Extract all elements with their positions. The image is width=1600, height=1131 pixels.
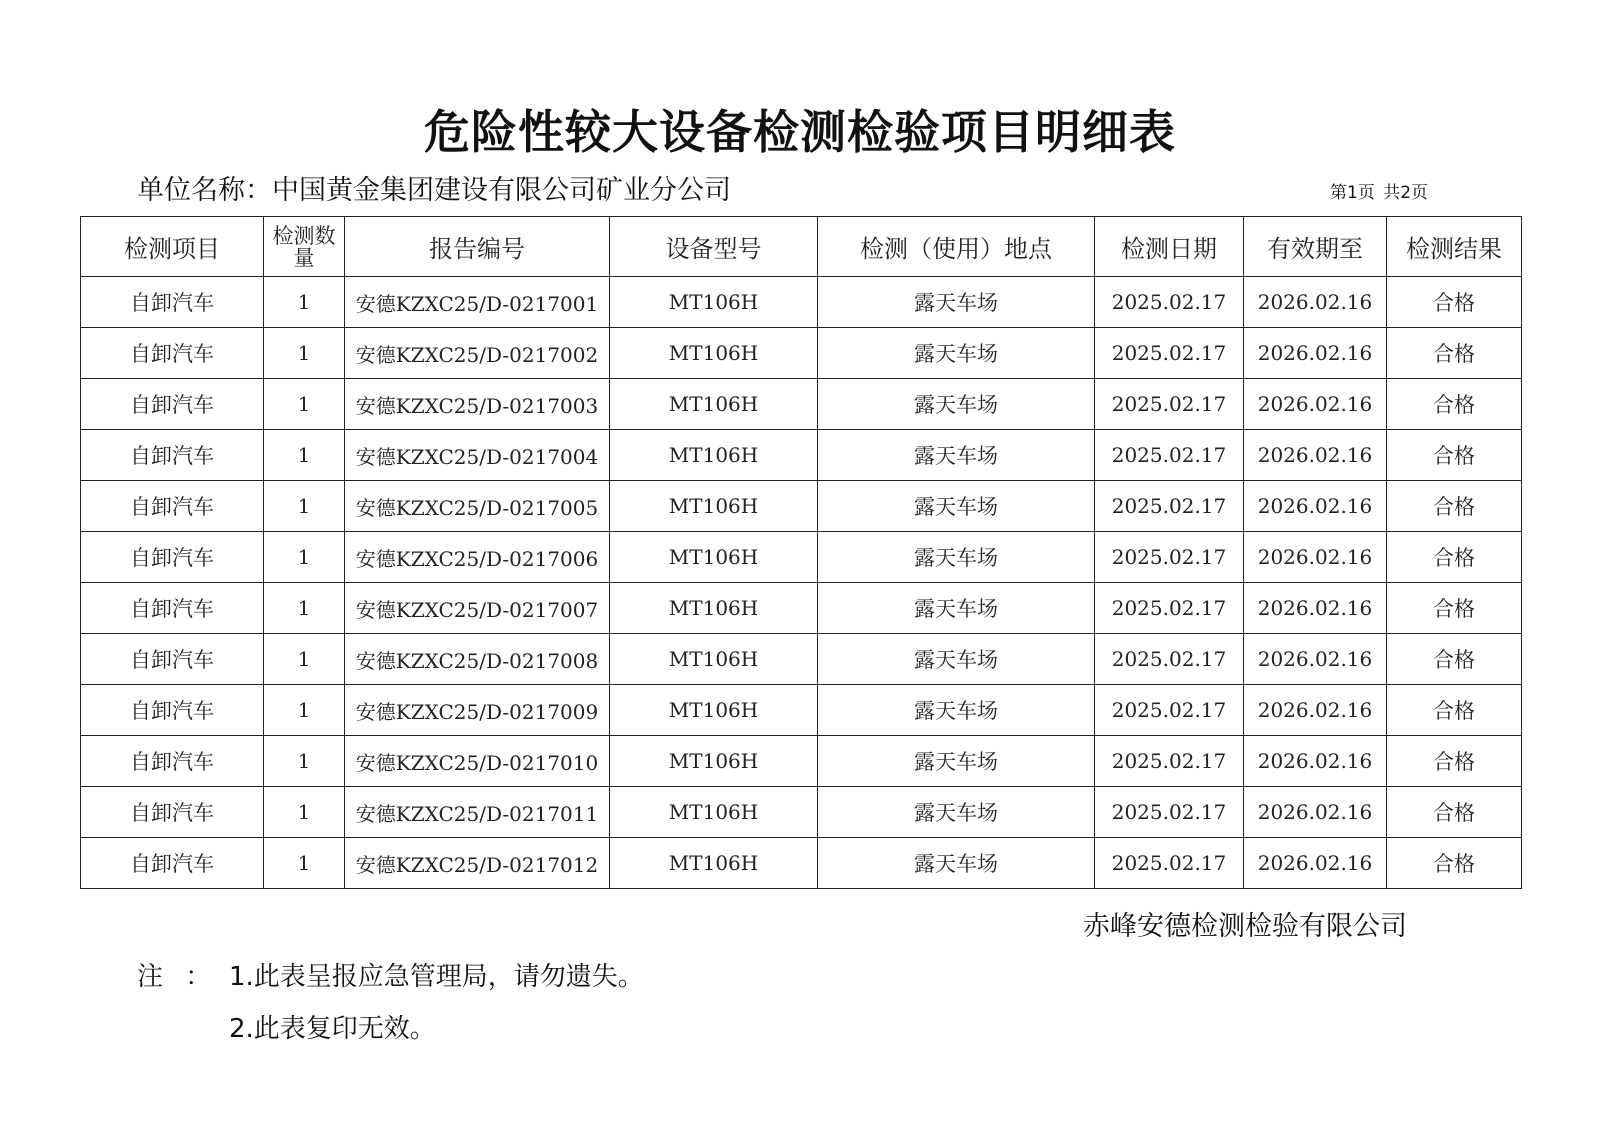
- cell-item: 自卸汽车: [81, 532, 264, 583]
- header-quantity: 检测数量: [264, 217, 345, 277]
- cell-valid-until: 2026.02.16: [1244, 838, 1387, 889]
- table-row: [81, 634, 1522, 685]
- cell-model: MT106H: [610, 481, 818, 532]
- cell-item: 自卸汽车: [81, 379, 264, 430]
- cell-valid-until: 2026.02.16: [1244, 787, 1387, 838]
- cell-location: 露天车场: [818, 736, 1095, 787]
- cell-model: MT106H: [610, 430, 818, 481]
- cell-model: MT106H: [610, 583, 818, 634]
- cell-item: 自卸汽车: [81, 685, 264, 736]
- cell-report-no: 安德KZXC25/D-0217004: [345, 430, 610, 481]
- note-item-1: 1.此表呈报应急管理局，请勿遗失。: [229, 962, 644, 992]
- cell-valid-until: 2026.02.16: [1244, 532, 1387, 583]
- cell-location: 露天车场: [818, 685, 1095, 736]
- cell-report-no: 安德KZXC25/D-0217005: [345, 481, 610, 532]
- cell-result: 合格: [1387, 481, 1522, 532]
- table-row: [81, 532, 1522, 583]
- cell-test-date: 2025.02.17: [1095, 685, 1244, 736]
- cell-report-no: 安德KZXC25/D-0217011: [345, 787, 610, 838]
- cell-test-date: 2025.02.17: [1095, 838, 1244, 889]
- cell-location: 露天车场: [818, 532, 1095, 583]
- header-test-date: 检测日期: [1095, 217, 1244, 277]
- inspection-table: [80, 216, 1522, 889]
- cell-quantity: 1: [264, 634, 345, 685]
- cell-report-no: 安德KZXC25/D-0217010: [345, 736, 610, 787]
- cell-valid-until: 2026.02.16: [1244, 328, 1387, 379]
- cell-report-no: 安德KZXC25/D-0217008: [345, 634, 610, 685]
- cell-quantity: 1: [264, 736, 345, 787]
- table-row: [81, 277, 1522, 328]
- cell-result: 合格: [1387, 634, 1522, 685]
- table-row: [81, 379, 1522, 430]
- table-row: [81, 787, 1522, 838]
- cell-model: MT106H: [610, 532, 818, 583]
- cell-item: 自卸汽车: [81, 736, 264, 787]
- header-valid-until: 有效期至: [1244, 217, 1387, 277]
- cell-model: MT106H: [610, 328, 818, 379]
- cell-report-no: 安德KZXC25/D-0217003: [345, 379, 610, 430]
- cell-result: 合格: [1387, 787, 1522, 838]
- cell-test-date: 2025.02.17: [1095, 634, 1244, 685]
- table-header-row: [81, 217, 1522, 277]
- cell-result: 合格: [1387, 328, 1522, 379]
- unit-label: 单位名称：: [137, 175, 272, 206]
- cell-result: 合格: [1387, 379, 1522, 430]
- cell-quantity: 1: [264, 685, 345, 736]
- cell-location: 露天车场: [818, 277, 1095, 328]
- cell-model: MT106H: [610, 838, 818, 889]
- cell-item: 自卸汽车: [81, 634, 264, 685]
- table-row: [81, 481, 1522, 532]
- cell-valid-until: 2026.02.16: [1244, 634, 1387, 685]
- cell-item: 自卸汽车: [81, 277, 264, 328]
- cell-item: 自卸汽车: [81, 583, 264, 634]
- table-row: [81, 736, 1522, 787]
- cell-quantity: 1: [264, 430, 345, 481]
- cell-model: MT106H: [610, 685, 818, 736]
- cell-valid-until: 2026.02.16: [1244, 430, 1387, 481]
- cell-test-date: 2025.02.17: [1095, 277, 1244, 328]
- cell-result: 合格: [1387, 430, 1522, 481]
- cell-quantity: 1: [264, 481, 345, 532]
- cell-valid-until: 2026.02.16: [1244, 583, 1387, 634]
- cell-test-date: 2025.02.17: [1095, 481, 1244, 532]
- cell-result: 合格: [1387, 532, 1522, 583]
- cell-valid-until: 2026.02.16: [1244, 277, 1387, 328]
- cell-result: 合格: [1387, 277, 1522, 328]
- header-result: 检测结果: [1387, 217, 1522, 277]
- cell-quantity: 1: [264, 532, 345, 583]
- cell-valid-until: 2026.02.16: [1244, 481, 1387, 532]
- table-row: [81, 430, 1522, 481]
- unit-name: 中国黄金集团建设有限公司矿业分公司: [272, 175, 731, 206]
- unit-line: [137, 168, 731, 207]
- cell-quantity: 1: [264, 838, 345, 889]
- cell-quantity: 1: [264, 379, 345, 430]
- cell-test-date: 2025.02.17: [1095, 379, 1244, 430]
- cell-report-no: 安德KZXC25/D-0217001: [345, 277, 610, 328]
- cell-location: 露天车场: [818, 787, 1095, 838]
- cell-report-no: 安德KZXC25/D-0217009: [345, 685, 610, 736]
- cell-location: 露天车场: [818, 328, 1095, 379]
- notes-label: 注 ：: [137, 962, 212, 992]
- cell-item: 自卸汽车: [81, 838, 264, 889]
- header-location: 检测（使用）地点: [818, 217, 1095, 277]
- cell-test-date: 2025.02.17: [1095, 430, 1244, 481]
- cell-result: 合格: [1387, 685, 1522, 736]
- cell-location: 露天车场: [818, 583, 1095, 634]
- note-item-2: 2.此表复印无效。: [229, 1014, 436, 1044]
- cell-item: 自卸汽车: [81, 481, 264, 532]
- cell-item: 自卸汽车: [81, 787, 264, 838]
- cell-location: 露天车场: [818, 838, 1095, 889]
- cell-result: 合格: [1387, 736, 1522, 787]
- cell-report-no: 安德KZXC25/D-0217002: [345, 328, 610, 379]
- table-row: [81, 328, 1522, 379]
- document-title: 危险性较大设备检测检验项目明细表: [424, 105, 1176, 159]
- cell-model: MT106H: [610, 379, 818, 430]
- cell-location: 露天车场: [818, 634, 1095, 685]
- cell-quantity: 1: [264, 328, 345, 379]
- cell-quantity: 1: [264, 277, 345, 328]
- cell-quantity: 1: [264, 583, 345, 634]
- cell-item: 自卸汽车: [81, 328, 264, 379]
- table-row: [81, 838, 1522, 889]
- cell-quantity: 1: [264, 787, 345, 838]
- cell-result: 合格: [1387, 838, 1522, 889]
- cell-location: 露天车场: [818, 481, 1095, 532]
- cell-valid-until: 2026.02.16: [1244, 379, 1387, 430]
- cell-report-no: 安德KZXC25/D-0217012: [345, 838, 610, 889]
- header-report-no: 报告编号: [345, 217, 610, 277]
- cell-report-no: 安德KZXC25/D-0217007: [345, 583, 610, 634]
- cell-location: 露天车场: [818, 430, 1095, 481]
- cell-model: MT106H: [610, 277, 818, 328]
- cell-model: MT106H: [610, 787, 818, 838]
- cell-report-no: 安德KZXC25/D-0217006: [345, 532, 610, 583]
- page-info: 第1页 共2页: [1330, 183, 1429, 203]
- cell-test-date: 2025.02.17: [1095, 532, 1244, 583]
- cell-model: MT106H: [610, 736, 818, 787]
- header-model: 设备型号: [610, 217, 818, 277]
- cell-model: MT106H: [610, 634, 818, 685]
- header-item: 检测项目: [81, 217, 264, 277]
- cell-valid-until: 2026.02.16: [1244, 685, 1387, 736]
- cell-test-date: 2025.02.17: [1095, 583, 1244, 634]
- cell-result: 合格: [1387, 583, 1522, 634]
- table-row: [81, 583, 1522, 634]
- table-row: [81, 685, 1522, 736]
- cell-valid-until: 2026.02.16: [1244, 736, 1387, 787]
- cell-test-date: 2025.02.17: [1095, 736, 1244, 787]
- cell-test-date: 2025.02.17: [1095, 787, 1244, 838]
- inspection-company: 赤峰安德检测检验有限公司: [1083, 911, 1407, 942]
- cell-test-date: 2025.02.17: [1095, 328, 1244, 379]
- cell-item: 自卸汽车: [81, 430, 264, 481]
- cell-location: 露天车场: [818, 379, 1095, 430]
